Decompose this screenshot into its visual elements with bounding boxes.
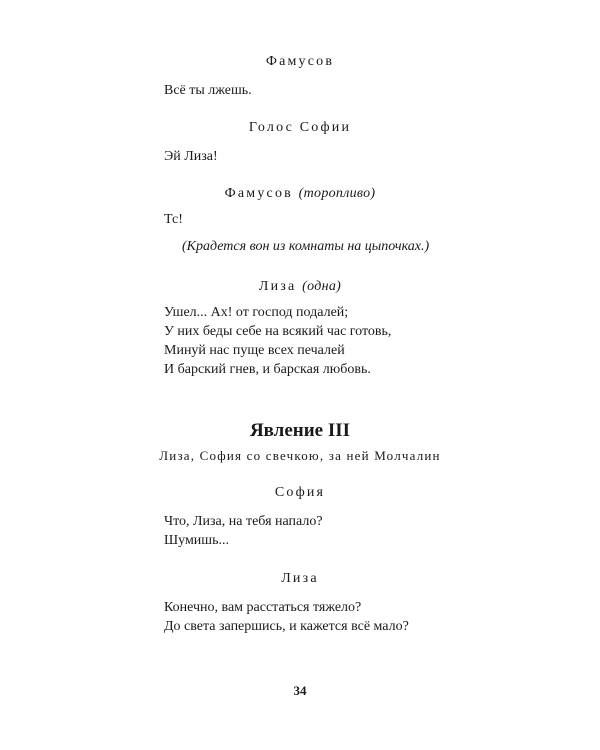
scene-cast: Лиза, София со свечкою, за ней Молчалин <box>159 448 441 463</box>
verse-line: Минуй нас пуще всех печалей <box>164 343 345 358</box>
dialogue-line: Тс! <box>164 212 183 227</box>
speaker-name <box>0 118 600 138</box>
scene-title: Явление III <box>249 420 351 441</box>
speaker-name <box>0 277 600 297</box>
speaker-remark: (торопливо) <box>298 186 376 201</box>
speaker-label: Лиза <box>258 279 297 294</box>
speaker-label: Фамусов <box>224 186 293 201</box>
speaker-remark: (одна) <box>302 279 342 294</box>
stage-direction: (Крадется вон из комнаты на цыпочках.) <box>182 239 430 254</box>
page-number: 34 <box>293 683 307 698</box>
speaker-name <box>0 569 600 589</box>
speaker-label: Голос Софии <box>248 120 352 135</box>
speaker-label: Лиза <box>281 571 319 586</box>
dialogue-line: Конечно, вам расстаться тяжело? <box>164 600 362 615</box>
dialogue-line: До света запершись, и кажется всё мало? <box>164 619 409 634</box>
dialogue-line: Что, Лиза, на тебя напало? <box>164 514 323 529</box>
dialogue-line: Всё ты лжешь. <box>164 83 252 98</box>
verse-line: Ушел... Ах! от господ подалей; <box>164 305 349 320</box>
speaker-name <box>0 184 600 204</box>
dialogue-line: Эй Лиза! <box>164 149 218 164</box>
verse-line: И барский гнев, и барская любовь. <box>164 362 371 377</box>
dialogue-line: Шумишь... <box>164 533 229 548</box>
verse-line: У них беды себе на всякий час готовь, <box>164 324 392 339</box>
speaker-label: София <box>274 485 326 500</box>
speaker-label: Фамусов <box>265 54 335 69</box>
speaker-name <box>0 483 600 503</box>
speaker-name <box>0 52 600 72</box>
